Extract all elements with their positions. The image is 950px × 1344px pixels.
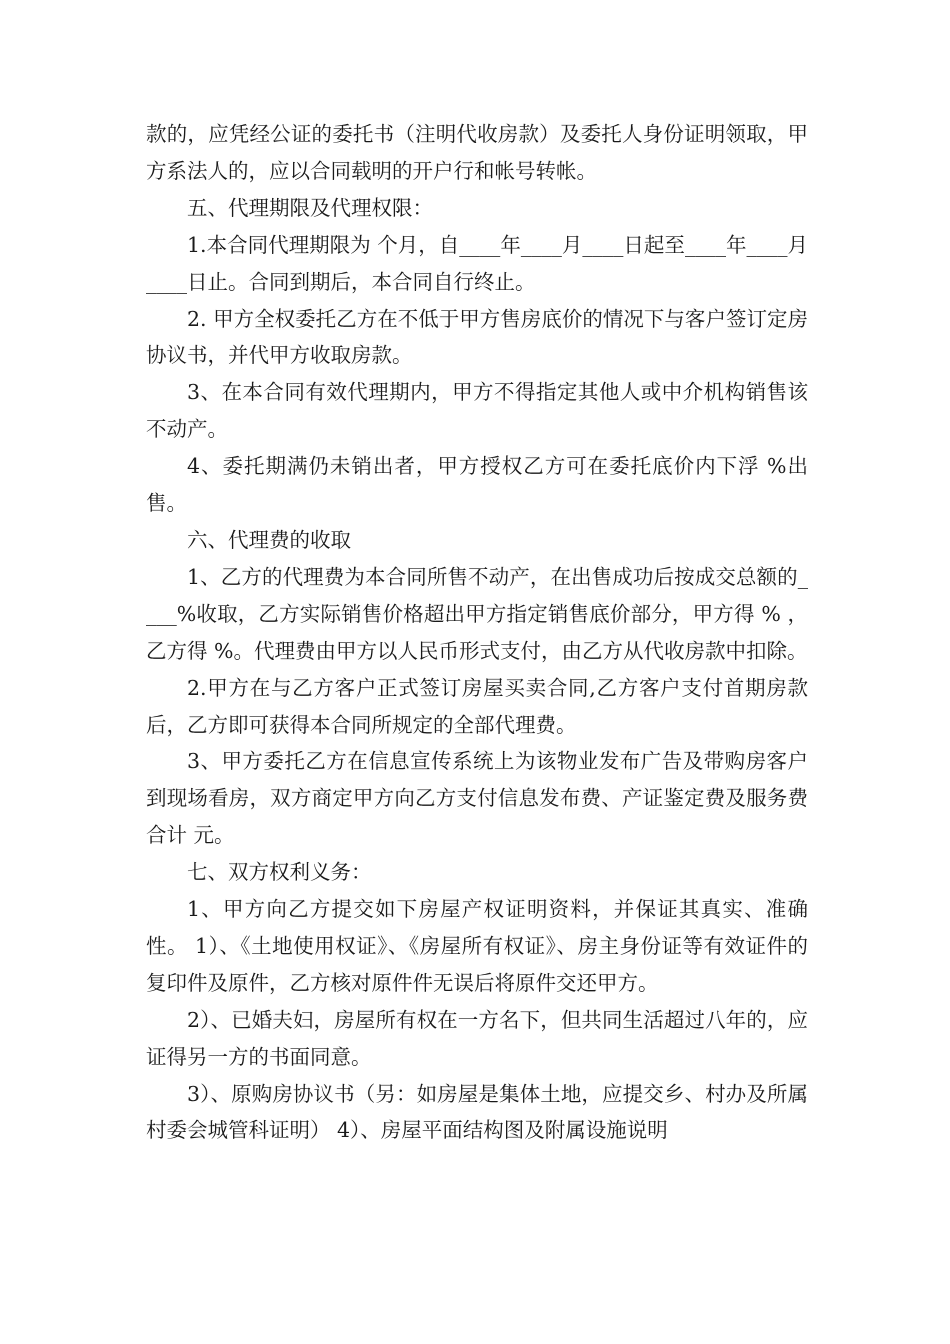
paragraph-1: 款的，应凭经公证的委托书（注明代收房款）及委托人身份证明领取，甲方系法人的，应以合同载明的开户行和帐号转帐。 [146, 122, 808, 183]
paragraph-documents: 1、甲方向乙方提交如下房屋产权证明资料，并保证其真实、准确性。 1）、《土地使用权证》、《房屋所有权证》、房主身份证等有效证件的复印件及原件，乙方核对原件件无误后将原件交还甲方。 [146, 897, 808, 995]
paragraph-authority: 2. 甲方全权委托乙方在不低于甲方售房底价的情况下与客户签订定房协议书，并代甲方收取房款。 [146, 306, 808, 368]
paragraph-expiry: 4、委托期满仍未销出者，甲方授权乙方可在委托底价内下浮 %出售。 [146, 454, 808, 516]
paragraph-fee-rate: 1、乙方的代理费为本合同所售不动产，在出售成功后按成交总额的____%收取，乙方实际销售价格超出甲方指定销售底价部分，甲方得 % ，乙方得 %。代理费由甲方以人民币形式支付，由乙方从代收房款中扣除。 [146, 564, 808, 663]
paragraph-fee-timing: 2.甲方在与乙方客户正式签订房屋买卖合同,乙方客户支付首期房款后，乙方即可获得本合同所规定的全部代理费。 [146, 675, 808, 737]
section-heading-6: 六、代理费的收取 [187, 527, 351, 552]
paragraph-term: 1.本合同代理期限为 个月，自____年____月____日起至____年____月____日止。合同到期后，本合同自行终止。 [146, 232, 808, 294]
paragraph-service-fee: 3、甲方委托乙方在信息宣传系统上为该物业发布广告及带购房客户到现场看房，双方商定甲方向乙方支付信息发布费、产证鉴定费及服务费合计 元。 [146, 749, 808, 848]
document-page [146, 116, 808, 1149]
paragraph-married: 2）、已婚夫妇，房屋所有权在一方名下，但共同生活超过八年的，应证得另一方的书面同意。 [146, 1007, 808, 1069]
paragraph-original-agreement: 3）、原购房协议书（另：如房屋是集体土地，应提交乡、村办及所属村委会城管科证明） 4）、房屋平面结构图及附属设施说明 [146, 1081, 808, 1143]
section-heading-5: 五、代理期限及代理权限： [187, 195, 433, 220]
section-heading-7: 七、双方权利义务： [187, 860, 372, 885]
paragraph-exclusive: 3、在本合同有效代理期内，甲方不得指定其他人或中介机构销售该不动产。 [146, 380, 808, 442]
